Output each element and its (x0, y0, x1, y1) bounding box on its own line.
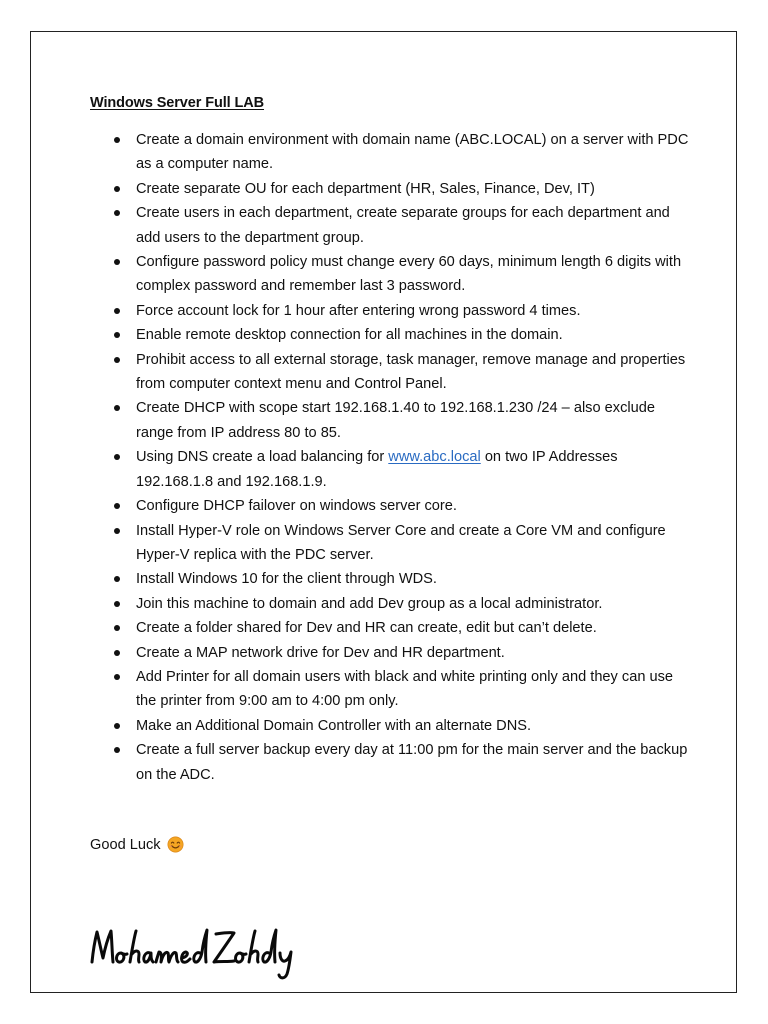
list-item (90, 665, 690, 714)
bullet-icon (114, 674, 120, 680)
list-item (90, 250, 690, 299)
list-item (90, 323, 690, 347)
document-page (30, 31, 737, 993)
list-item (90, 641, 690, 665)
bullet-icon (114, 332, 120, 338)
list-item (90, 567, 690, 591)
bullet-icon (114, 357, 120, 363)
task-text: Configure DHCP failover on windows server core. (136, 498, 457, 515)
list-item (90, 348, 690, 397)
bullet-icon (114, 601, 120, 607)
list-item (90, 714, 690, 738)
list-item (90, 592, 690, 616)
list-item (90, 299, 690, 323)
task-text: Install Hyper-V role on Windows Server Core and create a Core VM and configure Hyper-V replica with the PDC server. (136, 522, 666, 563)
bullet-icon (114, 308, 120, 314)
task-text: Create a folder shared for Dev and HR can create, edit but can’t delete. (136, 620, 597, 637)
signature-image (88, 924, 300, 982)
list-item (90, 445, 690, 494)
bullet-icon (114, 625, 120, 631)
closing-line (90, 836, 184, 853)
bullet-icon (114, 503, 120, 509)
bullet-icon (114, 454, 120, 460)
list-item (90, 519, 690, 568)
task-text-after-link: on two IP Addresses 192.168.1.8 and 192.168.1.9. (136, 449, 618, 490)
list-item (90, 494, 690, 518)
task-text: Force account lock for 1 hour after entering wrong password 4 times. (136, 302, 581, 319)
task-text: Create a domain environment with domain name (ABC.LOCAL) on a server with PDC as a computer name. (136, 132, 689, 173)
task-list (90, 128, 690, 787)
task-text: Prohibit access to all external storage, task manager, remove manage and properties from computer context menu and Control Panel. (136, 351, 686, 393)
list-item (90, 177, 690, 201)
closing-text: Good Luck (90, 836, 161, 853)
bullet-icon (114, 528, 120, 534)
task-text: Configure password policy must change every 60 days, minimum length 6 digits with complex password and remember last 3 password. (136, 254, 682, 295)
task-text: Add Printer for all domain users with black and white printing only and they can use the printer from 9:00 am to 4:00 pm only. (136, 668, 674, 710)
bullet-icon (114, 405, 120, 411)
task-text: Create DHCP with scope start 192.168.1.40 to 192.168.1.230 /24 – also exclude range from IP address 80 to 85. (136, 400, 655, 441)
task-text: Create separate OU for each department (HR, Sales, Finance, Dev, IT) (136, 180, 595, 197)
abc-local-link[interactable]: www.abc.local (388, 449, 481, 466)
bullet-icon (114, 576, 120, 582)
bullet-icon (114, 186, 120, 192)
task-text-before-link: Using DNS create a load balancing for (136, 449, 389, 466)
bullet-icon (114, 210, 120, 216)
bullet-icon (114, 747, 120, 753)
document-title: Windows Server Full LAB (90, 95, 265, 111)
bullet-icon (114, 259, 120, 265)
task-text: Create users in each department, create separate groups for each department and add users to the department group. (136, 205, 670, 246)
list-item (90, 396, 690, 445)
task-text: Make an Additional Domain Controller with an alternate DNS. (136, 717, 532, 734)
task-text: Create a full server backup every day at 11:00 pm for the main server and the backup on the ADC. (136, 742, 688, 783)
task-text: Enable remote desktop connection for all machines in the domain. (136, 327, 563, 344)
smiling-face-icon (167, 836, 184, 853)
bullet-icon (114, 650, 120, 656)
list-item (90, 128, 690, 177)
bullet-icon (114, 723, 120, 729)
task-text: Install Windows 10 for the client through WDS. (136, 571, 437, 588)
list-item (90, 616, 690, 640)
bullet-icon (114, 137, 120, 143)
list-item (90, 201, 690, 250)
list-item (90, 738, 690, 787)
task-text: Join this machine to domain and add Dev group as a local administrator. (136, 595, 603, 612)
task-text: Create a MAP network drive for Dev and HR department. (136, 644, 505, 661)
